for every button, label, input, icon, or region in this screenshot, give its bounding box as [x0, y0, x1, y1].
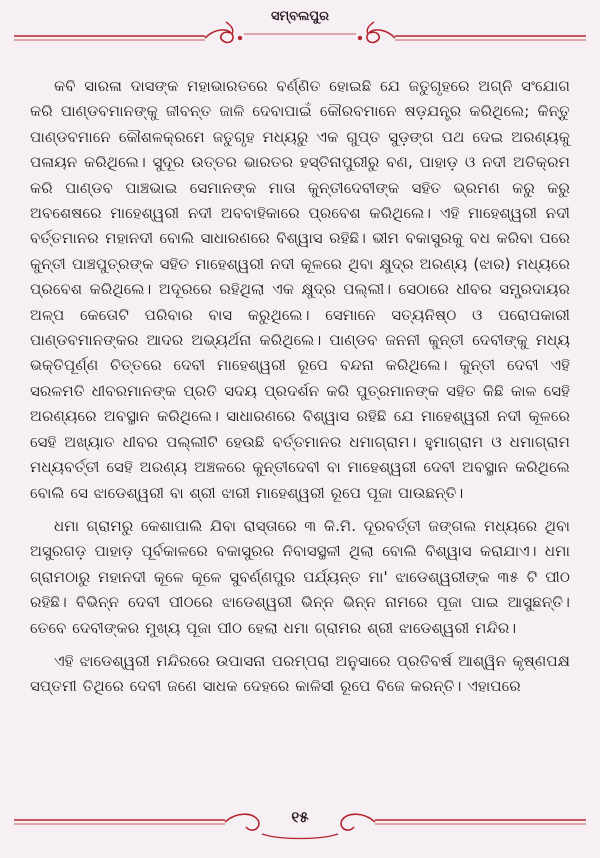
page-number: ୧୫ [291, 808, 309, 826]
body-text [30, 74, 570, 708]
page-header [0, 0, 600, 60]
paragraph: ଏହି ଝାଡେଶ୍ୱରୀ ମନ୍ଦିରରେ ଉପାସନା ପରମ୍ପରା ଅନୁସାରେ ପ୍ରତିବର୍ଷ ଆଶ୍ୱିନ କୃଷ୍ଣପକ୍ଷ ସପ୍ତମୀ ତିଥିରେ ଦେବୀ ଜଣେ ସାଧକ ଦେହରେ କାଳିସୀ ରୂପେ ବିଜେ କରନ୍ତି। ଏହାପରେ [30, 651, 570, 696]
paragraph: କବି ସାରଳା ଦାସଙ୍କ ମହାଭାରତରେ ବର୍ଣ୍ଣିତ ହୋଇଛି ଯେ ଜତୁଗୃହରେ ଅଗ୍ନି ସଂଯୋଗ କରି ପାଣ୍ଡବମାନଙ୍କୁ ଜୀବନ୍ତ ଜାଳି ଦେବାପାଇଁ କୌରବମାନେ ଷଡ଼ଯନ୍ତ୍ର କରିଥିଲେ; କିନ୍ତୁ ପାଣ୍ଡବମାନେ କୌଶଳକ୍ରମେ ଜତୁଗୃହ ମଧ୍ୟରୁ ଏକ ଗୁପ୍ତ ସୁଡ଼ଙ୍ଗ ପଥ ଦେଇ ଅରଣ୍ୟକୁ ପଳାୟନ କରିଥିଲେ। ସୁଦୂର ଉତ୍ତର ଭାରତର ହସ୍ତିନାପୁରୀରୁ ବଣ, ପାହାଡ଼ ଓ ନଦୀ ଅତିକ୍ରମ କରି ପାଣ୍ଡବ ପାଞ୍ଚଭାଇ ସେମାନଙ୍କ ମାତା କୁନ୍ତୀଦେବୀଙ୍କ ସହିତ ଭ୍ରମଣ କରୁ କରୁ ଅବଶେଷରେ ମାହେଶ୍ୱରୀ ନଦୀ ଅବବାହିକାରେ ପ୍ରବେଶ କରିଥିଲେ। ଏହି ମାହେଶ୍ୱରୀ ନଦୀ ବର୍ତ୍ତମାନର ମହାନଦୀ ବୋଲି ସାଧାରଣରେ ବିଶ୍ୱାସ ରହିଛି। ଭୀମ ବକାସୁରକୁ ବଧ କରିବା ପରେ କୁନ୍ତୀ ପାଞ୍ଚପୁତ୍ରଙ୍କ ସହିତ ମାହେଶ୍ୱରୀ ନଦୀ କୂଳରେ ଥିବା କ୍ଷୁଦ୍ର ଅରଣ୍ୟ (ଝାର) ମଧ୍ୟରେ ପ୍ରବେଶ କରିଥିଲେ। ଅଦୂରରେ ରହିଥିଲା ଏକ କ୍ଷୁଦ୍ର ପଲ୍ଲୀ। ସେଠାରେ ଧୀବର ସମ୍ପ୍ରଦାୟର ଅଳ୍ପ କେତୋଟି ପରିବାର ବାସ କରୁଥିଲେ। ସେମାନେ ସତ୍ୟନିଷ୍ଠ ଓ ପରୋପକାରୀ ପାଣ୍ଡବମାନଙ୍କର ଆଦର ଅଭ୍ୟର୍ଥନା କରିଥିଲେ। ପାଣ୍ଡବ ଜନନୀ କୁନ୍ତୀ ଦେବୀଙ୍କୁ ମଧ୍ୟ ଭକ୍ତିପୂର୍ଣ୍ଣ ଚିତ୍ତରେ ଦେବୀ ମାହେଶ୍ୱରୀ ରୂପେ ବନ୍ଦନା କରିଥିଲେ। କୁନ୍ତୀ ଦେବୀ ଏହି ସରଳମତି ଧୀବରମାନଙ୍କ ପ୍ରତି ସଦୟ ପ୍ରଦର୍ଶନ କରି ପୁତ୍ରମାନଙ୍କ ସହିତ କିଛି କାଳ ସେହି ଅରଣ୍ୟରେ ଅବସ୍ଥାନ କରିଥିଲେ। ସାଧାରଣରେ ବିଶ୍ୱାସ ରହିଛି ଯେ ମାହେଶ୍ୱରୀ ନଦୀ କୂଳରେ ସେହି ଅଖ୍ୟାତ ଧୀବର ପଲ୍ଲୀଟି ହେଉଛି ବର୍ତ୍ତମାନର ଧମାଗ୍ରାମ। ହୁମାଗ୍ରାମ ଓ ଧମାଗ୍ରାମ ମଧ୍ୟବର୍ତ୍ତୀ ସେହି ଅରଣ୍ୟ ଅଞ୍ଚଳରେ କୁନ୍ତୀଦେବୀ ବା ମାହେଶ୍ୱରୀ ଦେବୀ ଅବସ୍ଥାନ କରିଥିଲେ ବୋଲି ସେ ଝାଡେଶ୍ୱରୀ ବା ଶ୍ରୀ ଝାରୀ ମାହେଶ୍ୱରୀ ରୂପେ ପୂଜା ପାଉଛନ୍ତି। [30, 77, 570, 502]
running-title: ସମ୍ବଲପୁର [271, 9, 329, 24]
page-footer [0, 800, 600, 858]
paragraph: ଧମା ଗ୍ରାମରୁ କେଶାପାଲି ଯିବା ରାସ୍ତାରେ ୩ କି.ମି. ଦୂରବର୍ତ୍ତୀ ଜଙ୍ଗଲ ମଧ୍ୟରେ ଥିବା ଅସୁରଗଡ଼ ପାହାଡ଼ ପୂର୍ବକାଳରେ ବକାସୁରର ନିବାସସ୍ଥଳୀ ଥିଲା ବୋଲି ବିଶ୍ୱାସ କରାଯାଏ। ଧମା ଗ୍ରାମଠାରୁ ମହାନଦୀ କୂଳେ କୂଳେ ସୁବର୍ଣ୍ଣପୁର ପର୍ଯ୍ୟନ୍ତ ମା' ଝାଡେଶ୍ୱରୀଙ୍କ ୩୫ ଟି ପୀଠ ରହିଛି। ବିଭିନ୍ନ ଦେବୀ ପୀଠରେ ଝାଡେଶ୍ୱରୀ ଭିନ୍ନ ଭିନ୍ନ ନାମରେ ପୂଜା ପାଇ ଆସୁଛନ୍ତି। ତେବେ ଦେବୀଙ୍କର ମୁଖ୍ୟ ପୂଜା ପୀଠ ହେଲା ଧମା ଗ୍ରାମର ଶ୍ରୀ ଝାଡେଶ୍ୱରୀ ମନ୍ଦିର। [30, 516, 570, 637]
